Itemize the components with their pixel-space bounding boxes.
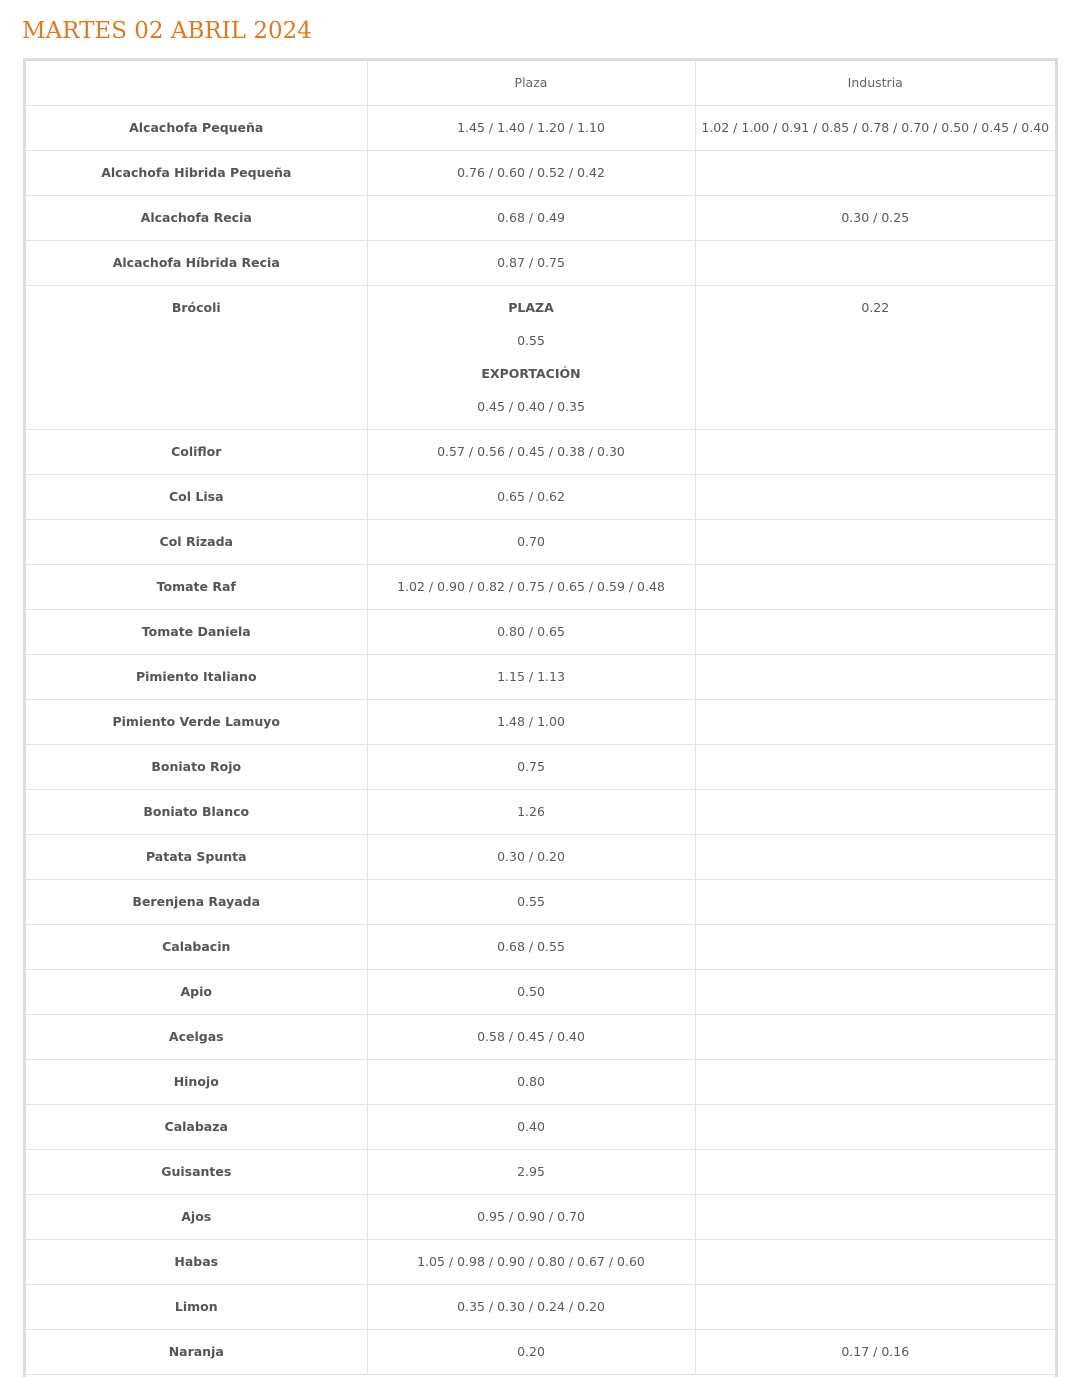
industria-price [695, 1240, 1055, 1285]
table-row [26, 196, 1055, 241]
table-row [26, 286, 1055, 430]
table-row [26, 151, 1055, 196]
table-row [26, 700, 1055, 745]
table-row [26, 241, 1055, 286]
industria-price: 0.17 / 0.16 [695, 1330, 1055, 1375]
plaza-price: 0.35 / 0.30 / 0.24 / 0.20 [367, 1285, 695, 1330]
plaza-price: 0.80 / 0.65 [367, 610, 695, 655]
product-name: Hinojo [26, 1060, 367, 1105]
industria-price: 1.02 / 1.00 / 0.91 / 0.85 / 0.78 / 0.70 / 0.50 / 0.45 / 0.40 [695, 106, 1055, 151]
header-plaza: Plaza [367, 61, 695, 106]
plaza-price: 0.20 [367, 1330, 695, 1375]
industria-price [695, 1285, 1055, 1330]
product-name: Calabacin [26, 925, 367, 970]
plaza-price: 0.58 / 0.45 / 0.40 [367, 1015, 695, 1060]
table-row [26, 790, 1055, 835]
plaza-price: 0.68 / 0.49 [367, 196, 695, 241]
product-name: Pimiento Italiano [26, 655, 367, 700]
product-name: Alcachofa Hibrida Pequeña [26, 151, 367, 196]
table-row [26, 835, 1055, 880]
product-name: Col Rizada [26, 520, 367, 565]
table-row [26, 925, 1055, 970]
industria-price [695, 1105, 1055, 1150]
industria-price [695, 970, 1055, 1015]
plaza-price: 0.75 [367, 745, 695, 790]
product-name: Alcachofa Recia [26, 196, 367, 241]
plaza-price: 1.15 / 1.13 [367, 655, 695, 700]
table-row [26, 1060, 1055, 1105]
industria-price [695, 520, 1055, 565]
industria-price: 0.22 [695, 286, 1055, 430]
industria-price [695, 655, 1055, 700]
table-row [26, 610, 1055, 655]
table-row [26, 430, 1055, 475]
industria-price: 0.30 / 0.25 [695, 196, 1055, 241]
table-row [26, 106, 1055, 151]
sub-gap [372, 316, 691, 333]
plaza-price: 0.30 / 0.20 [367, 835, 695, 880]
industria-price [695, 925, 1055, 970]
industria-price [695, 610, 1055, 655]
product-name: Brócoli [26, 286, 367, 430]
page-title: MARTES 02 ABRIL 2024 [22, 18, 312, 44]
table-row [26, 520, 1055, 565]
plaza-price: 1.45 / 1.40 / 1.20 / 1.10 [367, 106, 695, 151]
industria-price [695, 241, 1055, 286]
price-table-frame [23, 58, 1058, 1377]
industria-price [695, 700, 1055, 745]
table-row [26, 880, 1055, 925]
plaza-price: 2.95 [367, 1150, 695, 1195]
product-name: Alcachofa Pequeña [26, 106, 367, 151]
plaza-price: 1.02 / 0.90 / 0.82 / 0.75 / 0.65 / 0.59 / 0.48 [367, 565, 695, 610]
industria-price [695, 835, 1055, 880]
table-row [26, 1105, 1055, 1150]
product-name: Pimiento Verde Lamuyo [26, 700, 367, 745]
plaza-price: 0.70 [367, 520, 695, 565]
header-product [26, 61, 367, 106]
plaza-price: 0.50 [367, 970, 695, 1015]
product-name: Acelgas [26, 1015, 367, 1060]
product-name: Patata Spunta [26, 835, 367, 880]
product-name: Ajos [26, 1195, 367, 1240]
product-name: Boniato Rojo [26, 745, 367, 790]
industria-price [695, 1195, 1055, 1240]
industria-price [695, 475, 1055, 520]
product-name: Calabaza [26, 1105, 367, 1150]
plaza-price: 0.57 / 0.56 / 0.45 / 0.38 / 0.30 [367, 430, 695, 475]
table-row [26, 1240, 1055, 1285]
industria-price [695, 1150, 1055, 1195]
product-name: Tomate Raf [26, 565, 367, 610]
table-row [26, 1150, 1055, 1195]
table-row [26, 1015, 1055, 1060]
plaza-sub-label: PLAZA [508, 300, 554, 315]
industria-price [695, 430, 1055, 475]
product-name: Guisantes [26, 1150, 367, 1195]
sub-gap [372, 382, 691, 399]
industria-price [695, 1015, 1055, 1060]
product-name: Berenjena Rayada [26, 880, 367, 925]
table-row [26, 1285, 1055, 1330]
plaza-price: 0.40 [367, 1105, 695, 1150]
table-row [26, 655, 1055, 700]
industria-price [695, 565, 1055, 610]
table-row [26, 1195, 1055, 1240]
table-row [26, 565, 1055, 610]
product-name: Tomate Daniela [26, 610, 367, 655]
plaza-price: 1.48 / 1.00 [367, 700, 695, 745]
product-name: Apio [26, 970, 367, 1015]
plaza-price-multi [367, 286, 695, 430]
table-row [26, 475, 1055, 520]
product-name: Naranja [26, 1330, 367, 1375]
plaza-price: 0.65 / 0.62 [367, 475, 695, 520]
table-row [26, 1330, 1055, 1375]
product-name: Alcachofa Híbrida Recia [26, 241, 367, 286]
industria-price [695, 1060, 1055, 1105]
header-industria: Industria [695, 61, 1055, 106]
sub-gap [372, 349, 691, 366]
industria-price [695, 745, 1055, 790]
industria-price [695, 151, 1055, 196]
industria-price [695, 880, 1055, 925]
table-row [26, 970, 1055, 1015]
export-sub-label: EXPORTACIÓN [481, 366, 581, 381]
plaza-price: 0.87 / 0.75 [367, 241, 695, 286]
product-name: Boniato Blanco [26, 790, 367, 835]
product-name: Coliflor [26, 430, 367, 475]
table-header-row [26, 61, 1055, 106]
plaza-price: 1.26 [367, 790, 695, 835]
export-sub-value: 0.45 / 0.40 / 0.35 [477, 399, 585, 414]
plaza-price: 0.95 / 0.90 / 0.70 [367, 1195, 695, 1240]
product-name: Col Lisa [26, 475, 367, 520]
product-name: Habas [26, 1240, 367, 1285]
product-name: Limon [26, 1285, 367, 1330]
plaza-price: 1.05 / 0.98 / 0.90 / 0.80 / 0.67 / 0.60 [367, 1240, 695, 1285]
table-row [26, 745, 1055, 790]
industria-price [695, 790, 1055, 835]
plaza-price: 0.80 [367, 1060, 695, 1105]
plaza-price: 0.76 / 0.60 / 0.52 / 0.42 [367, 151, 695, 196]
plaza-price: 0.68 / 0.55 [367, 925, 695, 970]
plaza-price: 0.55 [367, 880, 695, 925]
plaza-sub-value: 0.55 [517, 333, 545, 348]
price-table [26, 61, 1055, 1375]
